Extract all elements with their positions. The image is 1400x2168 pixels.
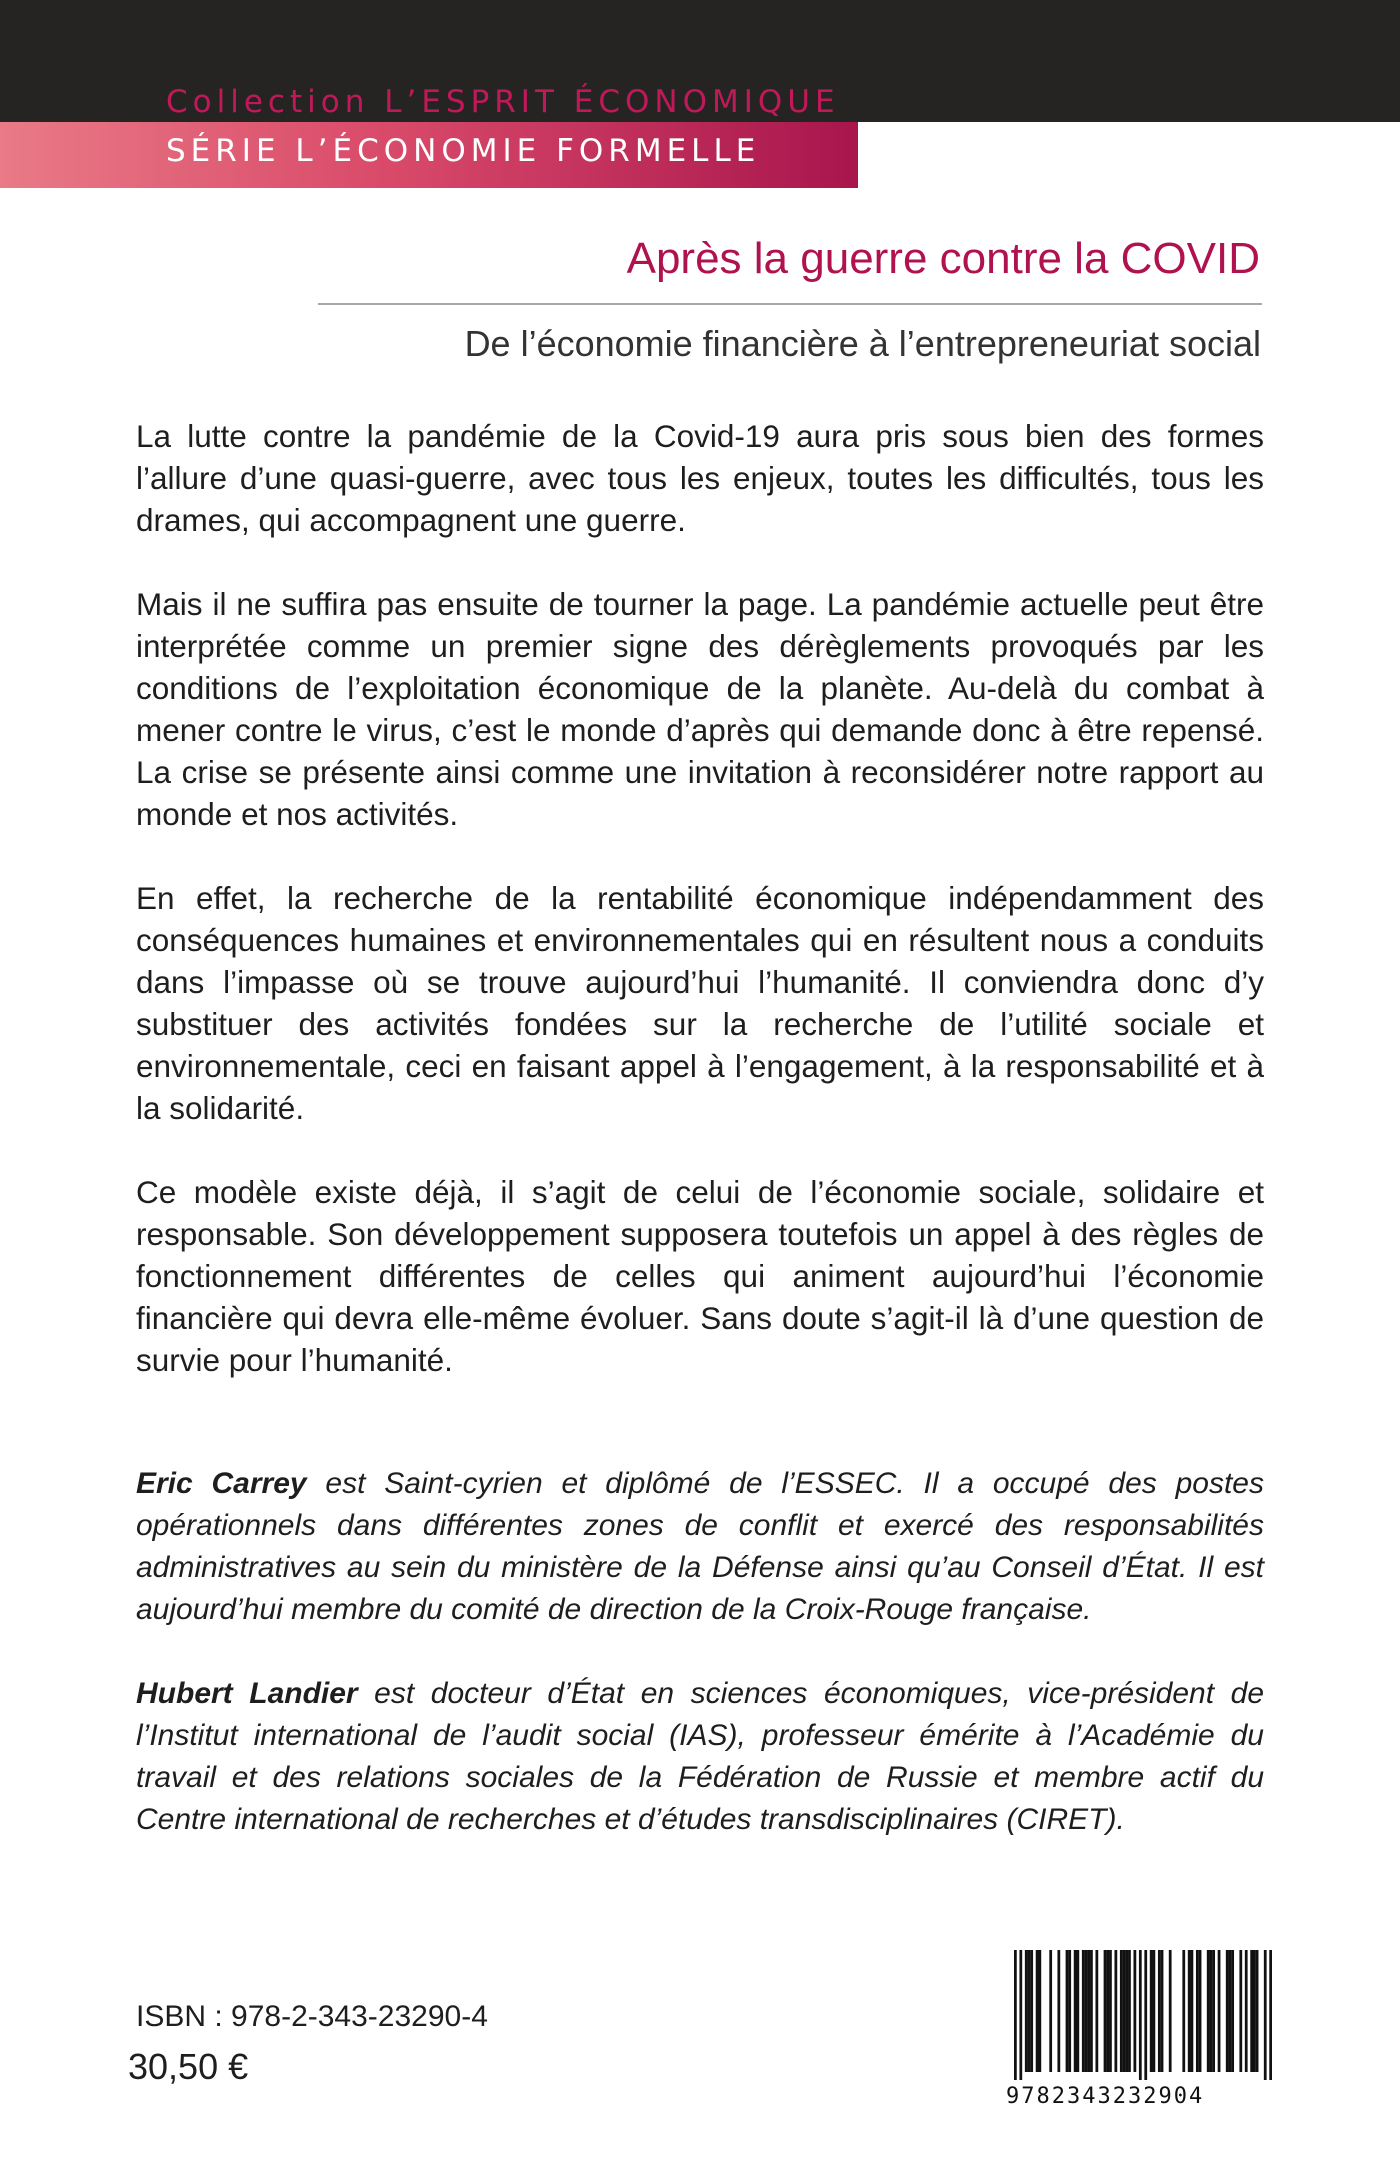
barcode-bar xyxy=(1085,1950,1088,2072)
barcode-bar xyxy=(1014,1950,1017,2080)
barcode-bar xyxy=(1188,1950,1191,2072)
barcode-bar xyxy=(1019,1950,1022,2080)
barcode-bar xyxy=(1150,1950,1153,2072)
barcode-bar xyxy=(1182,1950,1185,2072)
barcode-bar xyxy=(1109,1950,1112,2072)
barcode-bar xyxy=(1028,1950,1031,2072)
barcode-bar xyxy=(1095,1950,1098,2072)
barcode-bar xyxy=(1025,1950,1028,2072)
barcode-bar xyxy=(1125,1950,1128,2072)
author-bios xyxy=(136,1463,1264,1883)
barcode-bar xyxy=(1106,1950,1109,2072)
author-name: Eric Carrey xyxy=(136,1467,307,1500)
barcode-bar xyxy=(1076,1950,1079,2072)
barcode-bar xyxy=(1087,1950,1090,2072)
barcode-bar xyxy=(1199,1950,1202,2072)
blurb-paragraph: La lutte contre la pandémie de la Covid-19 aura pris sous bien des formes l’allure d’une quasi-guerre, avec tous les enjeux, toutes les difficultés, tous les drames, qui accompagnent une guerre. xyxy=(136,418,1264,538)
barcode-bar xyxy=(1269,1950,1272,2080)
barcode-bar xyxy=(1191,1950,1194,2072)
barcode-bar xyxy=(1212,1950,1215,2072)
barcode-bar xyxy=(1139,1950,1142,2080)
barcode-bar xyxy=(1207,1950,1210,2072)
barcode-bar xyxy=(1036,1950,1039,2072)
barcode-bar xyxy=(1264,1950,1267,2080)
barcode-bar xyxy=(1068,1950,1071,2072)
barcode-bar xyxy=(1120,1950,1123,2072)
barcode-bar xyxy=(1049,1950,1052,2072)
barcode-bar xyxy=(1253,1950,1256,2072)
blurb-paragraph: En effet, la recherche de la rentabilité économique indépendamment des conséquences humaines et environnementales qui en résultent nous a conduits dans l’impasse où se trouve aujourd’hui l’humanité. Il conviendra donc d’y substituer des activités fondées sur la recherche de l’utilité sociale et environnementale, ceci en faisant appel à l’engagement, à la responsabilité et à la solidarité. xyxy=(136,880,1264,1126)
barcode-bar xyxy=(1144,1950,1147,2080)
barcode-bar xyxy=(1256,1950,1259,2072)
barcode-bar xyxy=(1104,1950,1107,2072)
barcode-bar xyxy=(1074,1950,1077,2072)
barcode-bar xyxy=(1128,1950,1131,2072)
barcode-digits: 9782343232904 xyxy=(1006,2084,1205,2109)
barcode-bar xyxy=(1082,1950,1085,2072)
barcode-bar xyxy=(1153,1950,1156,2072)
isbn: ISBN : 978-2-343-23290-4 xyxy=(136,2000,488,2033)
barcode-bar xyxy=(1239,1950,1242,2072)
barcode-bar xyxy=(1161,1950,1164,2072)
barcode-bar xyxy=(1114,1950,1117,2072)
blurb-paragraph: Mais il ne suffira pas ensuite de tourner la page. La pandémie actuelle peut être interprétée comme un premier signe des dérèglements provoqués par les conditions de l’exploitation économique de la planète. Au-delà du combat à mener contre le virus, c’est le monde d’après qui demande donc à être repensé. La crise se présente ainsi comme une invitation à reconsidérer notre rapport au monde et nos activités. xyxy=(136,586,1264,832)
barcode-bar xyxy=(1196,1950,1199,2072)
barcode-bar xyxy=(1133,1950,1136,2072)
author-bio-text: est Saint-cyrien et diplômé de l’ESSEC. Il a occupé des postes opérationnels dans différentes zones de conflit et exercé des responsabilités administratives au sein du ministère de la Défense ainsi qu’au Conseil d’État. Il est aujourd’hui membre du comité de direction de la Croix-Rouge française. xyxy=(136,1467,1264,1626)
barcode-bar xyxy=(1229,1950,1232,2072)
blurb xyxy=(136,415,1264,1423)
author-bio xyxy=(136,1673,1264,1841)
barcode-bar xyxy=(1038,1950,1041,2072)
author-bio xyxy=(136,1463,1264,1631)
blurb-paragraph: Ce modèle existe déjà, il s’agit de celui de l’économie sociale, solidaire et responsable. Son développement supposera toutefois un appel à des règles de fonctionnement différentes de celles qui animent aujourd’hui l’économie financière qui devra elle-même évoluer. Sans doute s’agit-il là d’une question de survie pour l’humanité. xyxy=(136,1174,1264,1378)
barcode-bar xyxy=(1030,1950,1033,2072)
book-subtitle: De l’économie financière à l’entrepreneuriat social xyxy=(464,323,1261,364)
barcode xyxy=(1006,1950,1272,2115)
title-divider xyxy=(318,303,1262,305)
barcode-bar xyxy=(1210,1950,1213,2072)
barcode-bar xyxy=(1231,1950,1234,2072)
barcode-bar xyxy=(1057,1950,1060,2072)
barcode-bar xyxy=(1250,1950,1253,2072)
barcode-bar xyxy=(1226,1950,1229,2072)
author-bio-text: est docteur d’État en sciences économiques, vice-président de l’Institut international de l’audit social (IAS), professeur émérite à l’Académie du travail et des relations sociales de la Fédération de Russie et membre actif du Centre international de recherches et d’études transdisciplinaires (CIRET). xyxy=(136,1677,1265,1836)
book-title: Après la guerre contre la COVID xyxy=(626,234,1260,283)
barcode-bar xyxy=(1245,1950,1248,2072)
barcode-bar xyxy=(1218,1950,1221,2072)
series-name: SÉRIE L’ÉCONOMIE FORMELLE xyxy=(166,133,761,169)
barcode-bar xyxy=(1169,1950,1172,2072)
collection-name: Collection L’ESPRIT ÉCONOMIQUE xyxy=(166,84,840,120)
price: 30,50 € xyxy=(128,2046,249,2087)
author-name: Hubert Landier xyxy=(136,1677,358,1710)
barcode-bar xyxy=(1066,1950,1069,2072)
barcode-bar xyxy=(1123,1950,1126,2072)
barcode-bars xyxy=(1014,1950,1272,2080)
barcode-bar xyxy=(1158,1950,1161,2072)
barcode-bar xyxy=(1090,1950,1093,2072)
